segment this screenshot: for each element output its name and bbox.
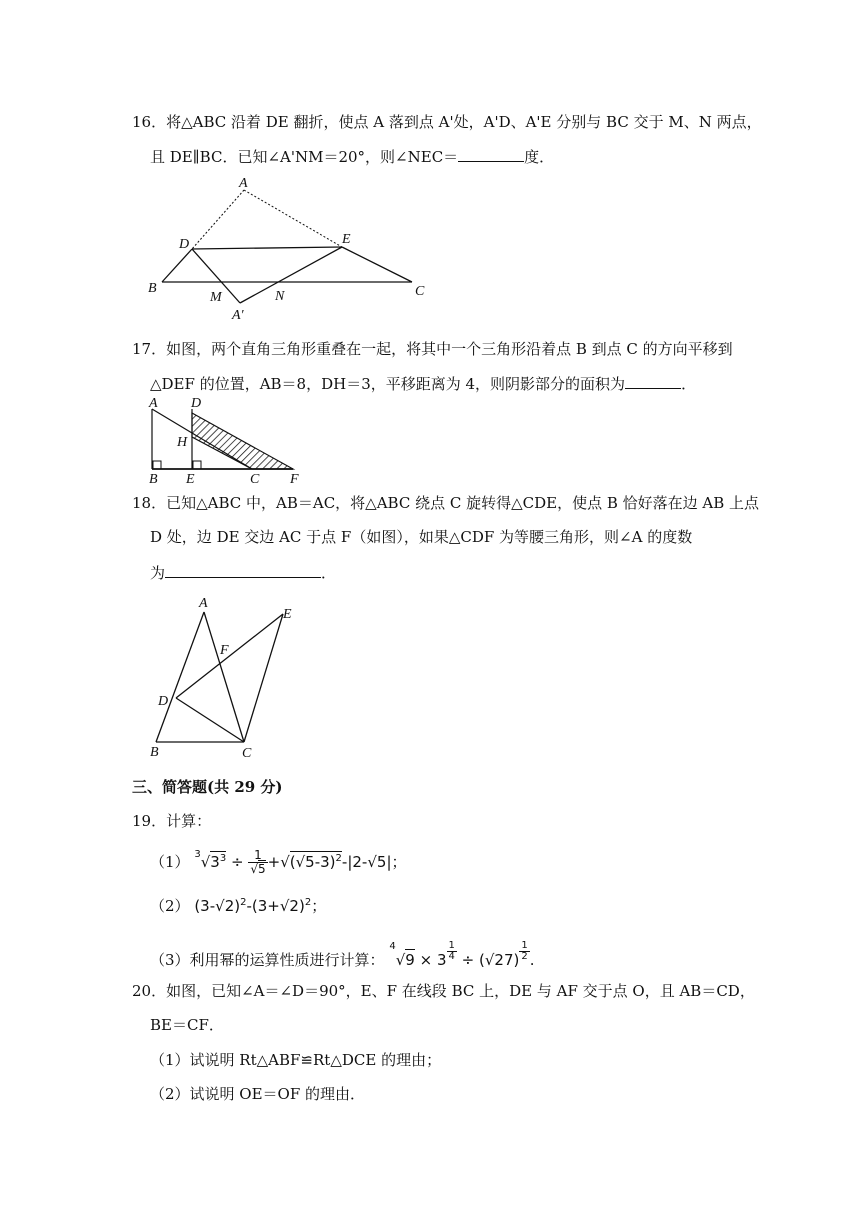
q19-p2-b-exp: 2: [304, 897, 312, 908]
q19-part1-expression: $^3√3^3$ ÷ $\frac{1}{√5}$ $+√(√5-3)^2-|2-√5|$；: [194, 848, 407, 876]
q19-part2: [150, 893, 326, 916]
q19-p1-abs: 2-√5: [352, 853, 387, 871]
q16-text-line1: 16．将△ABC 沿着 DE 翻折，使点 A 落到点 A'处，A'D、A'E 分别与 BC 交于 M、N 两点，: [132, 113, 762, 131]
q17-text-line2: [150, 373, 696, 394]
q19-p3-root-index: 4: [389, 941, 396, 952]
q17-figure: [140, 393, 310, 485]
q16-label-E: E: [342, 232, 351, 247]
q19-part3: [150, 941, 535, 970]
q16-label-A-prime: A′: [232, 308, 244, 323]
q19-p2-a: (3-√2): [194, 897, 241, 915]
q16-text-line2-b: 度．: [524, 148, 555, 166]
q18-label-C: C: [242, 746, 252, 761]
q16-label-C: C: [415, 284, 425, 299]
q19-p3-paren: (√27): [479, 951, 520, 969]
q19-p2-a-exp: 2: [240, 897, 247, 908]
q16-label-A: A: [239, 176, 248, 191]
q19-p3-exp-den: 4: [448, 951, 455, 962]
q19-part1: [150, 849, 407, 876]
q19-p2-minus: -: [246, 897, 252, 915]
q18-label-E: E: [283, 607, 292, 622]
q18-label-B: B: [150, 745, 159, 760]
q19-p1-exp: 3: [219, 853, 227, 864]
q17-label-A: A: [149, 396, 158, 411]
q19-p1-inner-exp: 2: [335, 853, 342, 864]
q19-p3-div: ÷: [461, 951, 475, 969]
q19-p2-end: ；: [311, 897, 327, 915]
q19-p1-den: 5: [257, 862, 266, 876]
q18-label-A: A: [199, 596, 208, 611]
q17-label-E: E: [186, 472, 195, 485]
q18-text-line3-b: ．: [321, 564, 337, 582]
q20-part2: （2）试说明 OE＝OF 的理由．: [150, 1085, 366, 1103]
q18-text-line3-a: 为: [150, 564, 166, 582]
q19-part1-label: （1）: [150, 853, 190, 871]
q19-p3-exp2-num: 1: [521, 940, 528, 951]
q16-label-M: M: [210, 290, 222, 305]
q19-p3-exp-num: 1: [448, 940, 455, 951]
q18-answer-blank[interactable]: [165, 562, 321, 578]
q19-part2-label: （2）: [150, 897, 190, 915]
section-heading: 三、简答题(共 29 分): [132, 778, 283, 796]
q16-label-B: B: [148, 281, 157, 296]
q17-label-F: F: [290, 472, 299, 485]
q17-label-D: D: [191, 396, 202, 411]
q20-text-line1: 20．如图，已知∠A＝∠D＝90°，E、F 在线段 BC 上，DE 与 AF 交于点 O，且 AB＝CD，: [132, 982, 755, 1000]
q19-part2-expression: [194, 897, 326, 915]
q16-answer-blank[interactable]: [458, 146, 524, 162]
q16-label-D: D: [179, 237, 190, 252]
q19-p1-div: ÷: [230, 853, 244, 871]
q20-part1: （1）试说明 Rt△ABF≌Rt△DCE 的理由；: [150, 1051, 442, 1069]
q19-part3-expression: $^4$√9 × 3 $\frac{1}{4}$ ÷ (√27) $\frac{1}{2}$ .: [389, 940, 535, 969]
q17-text-line2-a: △DEF 的位置，AB＝8，DH＝3，平移距离为 4，则阴影部分的面积为: [150, 375, 626, 393]
q17-text-line1: 17．如图，两个直角三角形重叠在一起，将其中一个三角形沿着点 B 到点 C 的方向平移到: [132, 340, 733, 358]
q17-label-B: B: [149, 472, 158, 485]
q19-p1-end: ；: [391, 853, 407, 871]
q16-figure: [140, 172, 440, 324]
q17-label-H: H: [177, 435, 188, 450]
q19-p3-end: .: [529, 951, 535, 969]
q20-text-line2: BE＝CF．: [150, 1016, 224, 1034]
q17-label-C: C: [250, 472, 260, 485]
q16-text-line2-a: 且 DE∥BC．已知∠A'NM＝20°，则∠NEC＝: [150, 148, 459, 166]
q16-label-N: N: [275, 289, 285, 304]
q19-p1-root-index: 3: [194, 849, 201, 860]
q19-p1-fraction: $\frac{1}{√5}$: [250, 848, 266, 876]
q18-label-F: F: [220, 643, 229, 658]
q16-text-line2: [150, 146, 554, 167]
q19-p3-exp-fraction: [447, 941, 457, 962]
q18-figure: [140, 592, 310, 764]
q19-p3-exp2-den: 2: [521, 951, 528, 962]
q19-p3-base: 3: [436, 951, 447, 969]
q19-p3-exp2-fraction: [519, 941, 529, 962]
q18-text-line2: D 处，边 DE 交边 AC 于点 F（如图），如果△CDF 为等腰三角形，则∠A 的度数: [150, 528, 693, 546]
q19-p3-times: ×: [419, 951, 433, 969]
q19-p3-radicand: 9: [405, 951, 415, 969]
q18-text-line3: [150, 562, 336, 583]
q19-p2-b: (3+√2): [251, 897, 305, 915]
q19-p1-plus: +: [267, 853, 281, 871]
q17-text-line2-b: ．: [681, 375, 697, 393]
q18-label-D: D: [158, 694, 169, 709]
q19-p1-num: 1: [248, 849, 267, 863]
q17-answer-blank[interactable]: [625, 373, 681, 389]
q19-part3-label: （3）利用幂的运算性质进行计算：: [150, 951, 385, 969]
q19-p1-inner: (√5-3): [289, 853, 336, 871]
q18-text-line1: 18．已知△ABC 中，AB＝AC，将△ABC 绕点 C 旋转得△CDE，使点 B 恰好落在边 AB 上点: [132, 494, 760, 512]
q19-p1-minus: -: [341, 853, 348, 871]
q19-p1-radicand: 3: [210, 853, 220, 871]
q19-title: 19．计算：: [132, 812, 212, 830]
